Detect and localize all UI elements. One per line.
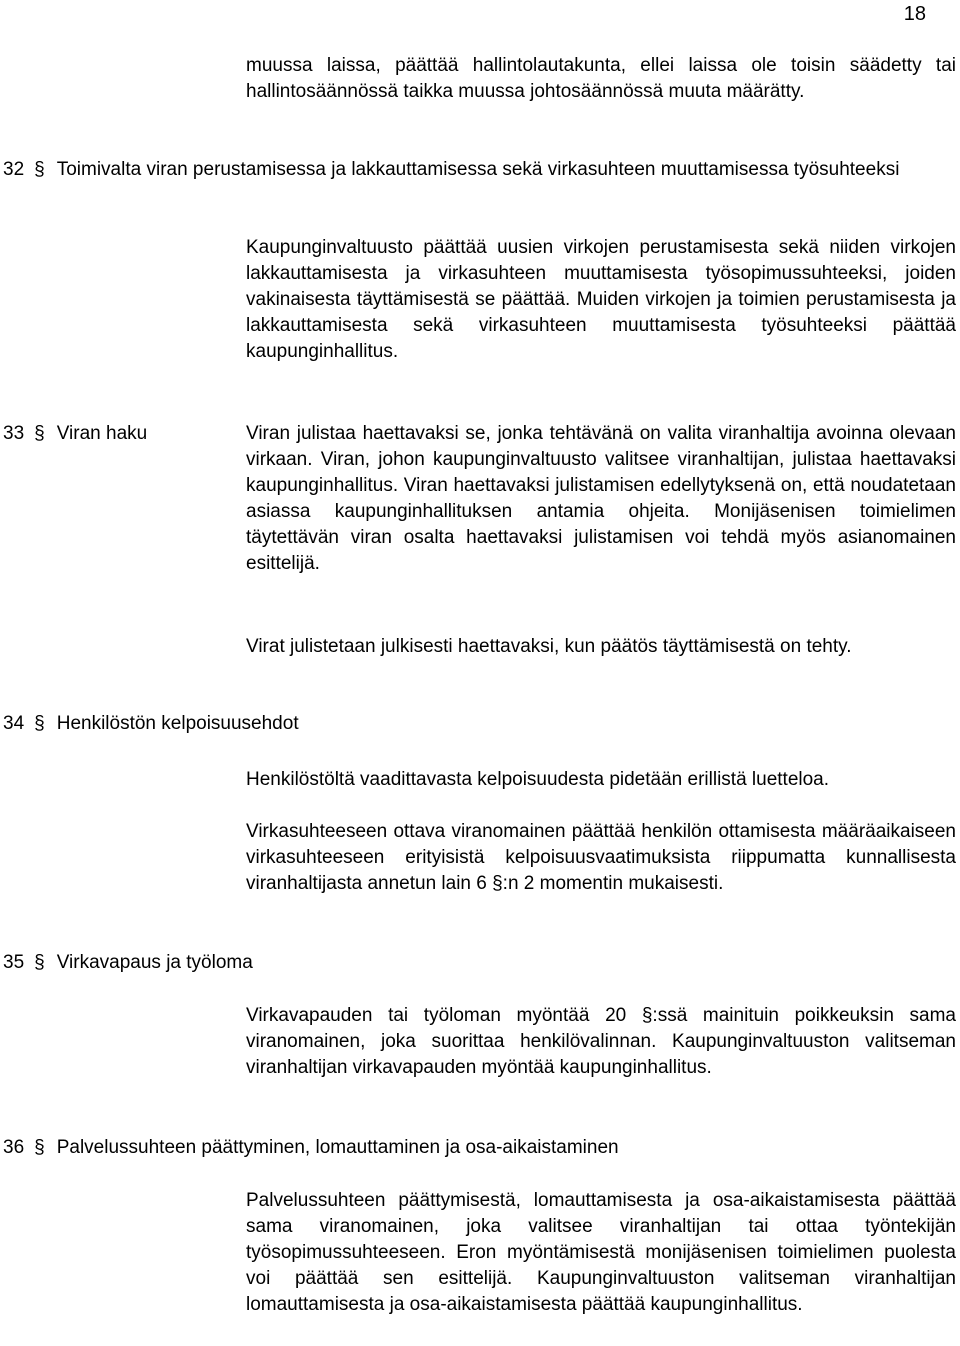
section-32-heading <box>3 157 923 183</box>
intro-paragraph: muussa laissa, päättää hallintolautakunta, ellei laissa ole toisin säädetty tai hallintosäännössä taikka muussa johtosäännössä muuta määrätty. <box>246 55 956 102</box>
section-sign: § <box>34 713 45 734</box>
section-title: Toimivalta viran perustamisessa ja lakkauttamisessa sekä virkasuhteen muuttamisessa työsuhteeksi <box>56 159 900 180</box>
section-sign: § <box>34 423 45 444</box>
section-number: 32 <box>3 159 25 180</box>
section-number: 33 <box>3 423 25 444</box>
section-33-heading <box>3 421 147 447</box>
section-33-paragraph-2: Virat julistetaan julkisesti haettavaksi, kun päätös täyttämisestä on tehty. <box>246 636 852 657</box>
section-number: 34 <box>3 713 25 734</box>
section-35-paragraph-1: Virkavapauden tai työloman myöntää 20 §:ssä mainituin poikkeuksin sama viranomainen, joka suorittaa henkilövalinnan. Kaupunginvaltuuston valitseman viranhaltijan virkavapauden myöntää kaupunginhallitus. <box>246 1005 956 1078</box>
section-number: 35 <box>3 952 25 973</box>
section-title: Palvelussuhteen päättyminen, lomauttaminen ja osa-aikaistaminen <box>56 1137 619 1158</box>
section-34-paragraph-1: Henkilöstöltä vaadittavasta kelpoisuudesta pidetään erillistä luetteloa. <box>246 769 830 790</box>
section-35-heading <box>3 950 253 976</box>
section-title: Virkavapaus ja työloma <box>56 952 253 973</box>
section-36-heading <box>3 1135 619 1161</box>
section-36-paragraph-1: Palvelussuhteen päättymisestä, lomauttamisesta ja osa-aikaistamisesta päättää sama viranomainen, joka valitsee viranhaltijan tai ottaa työntekijän työsopimussuhteeseen. Eron myöntämisestä monijäsenisen toimielimen puolesta voi päättää sen esittelijä. Kaupunginvaltuuston valitseman viranhaltijan lomauttamisesta ja osa-aikaistamisesta päättää kaupunginhallitus. <box>246 1190 956 1315</box>
section-34-heading <box>3 711 299 737</box>
section-title: Viran haku <box>56 423 148 444</box>
page-number: 18 <box>903 3 926 25</box>
section-33-paragraph-1: Viran julistaa haettavaksi se, jonka tehtävänä on valita viranhaltija avoinna olevaan virkaan. Viran, johon kaupunginvaltuusto valitsee viranhaltijan, julistaa haettavaksi kaupunginhallitus. Viran haettavaksi julistamisen edellytyksenä on, että noudatetaan asiassa kaupunginhallituksen antamia ohjeita. Monijäsenisen toimielimen täytettävän viran osalta haettavaksi julistamisen voi tehdä myös asianomainen esittelijä. <box>246 423 956 574</box>
section-34-paragraph-2: Virkasuhteeseen ottava viranomainen päättää henkilön ottamisesta määräaikaiseen virkasuhteeseen erityisistä kelpoisuusvaatimuksista riippumatta kunnallisesta viranhaltijasta annetun lain 6 §:n 2 momentin mukaisesti. <box>246 821 956 894</box>
section-sign: § <box>34 952 45 973</box>
section-number: 36 <box>3 1137 25 1158</box>
section-sign: § <box>34 159 45 180</box>
section-title: Henkilöstön kelpoisuusehdot <box>56 713 299 734</box>
section-sign: § <box>34 1137 45 1158</box>
section-32-paragraph-1: Kaupunginvaltuusto päättää uusien virkojen perustamisesta sekä niiden virkojen lakkauttamisesta ja virkasuhteen muuttamisesta työsopimussuhteeksi, joiden vakinaisesta täyttämisestä se päättää. Muiden virkojen ja toimien perustamisesta ja lakkauttamisesta sekä virkasuhteen muuttamisesta työsuhteeksi päättää kaupunginhallitus. <box>246 237 956 362</box>
